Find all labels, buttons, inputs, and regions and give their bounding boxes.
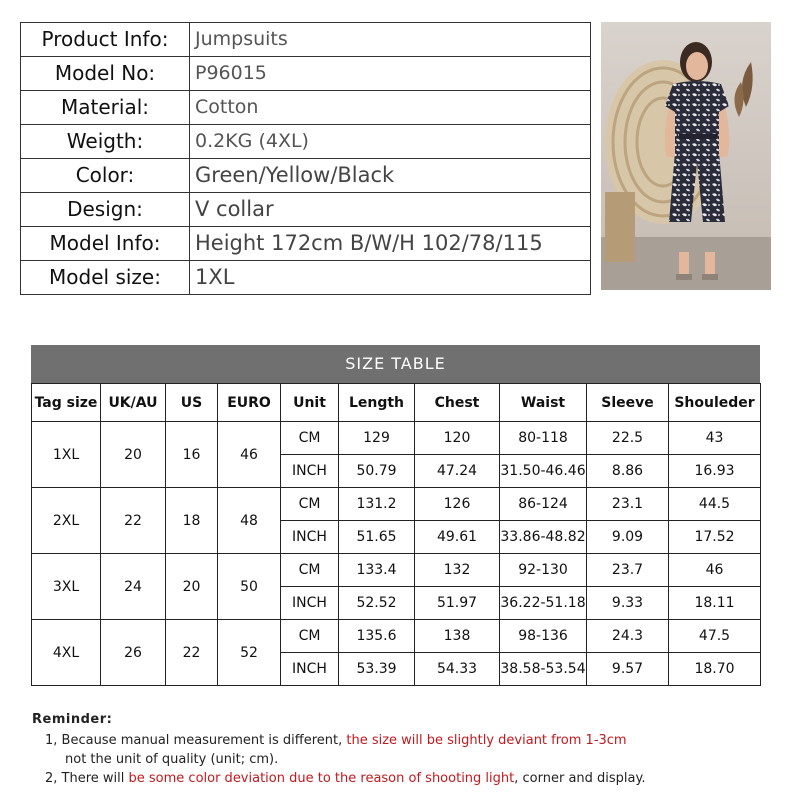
uk-au-cell: 20 (101, 422, 166, 488)
waist-cell: 92-130 (500, 554, 587, 587)
euro-cell: 46 (218, 422, 281, 488)
waist-cell: 36.22-51.18 (500, 587, 587, 620)
sleeve-cell: 8.86 (587, 455, 669, 488)
unit-cell: INCH (281, 455, 339, 488)
reminder-line-1-continued: not the unit of quality (unit; cm). (65, 752, 279, 767)
sleeve-cell: 24.3 (587, 620, 669, 653)
info-label: Product Info: (21, 23, 190, 57)
length-cell: 51.65 (339, 521, 415, 554)
info-value: Green/Yellow/Black (190, 159, 591, 193)
chest-cell: 132 (415, 554, 500, 587)
column-header: Sleeve (587, 384, 669, 422)
unit-cell: CM (281, 488, 339, 521)
reminder-line-1 (32, 731, 772, 750)
info-label: Color: (21, 159, 190, 193)
column-header: US (166, 384, 218, 422)
info-label: Material: (21, 91, 190, 125)
column-header: UK/AU (101, 384, 166, 422)
product-info-table (20, 22, 591, 295)
info-row (21, 159, 591, 193)
column-header: Length (339, 384, 415, 422)
uk-au-cell: 24 (101, 554, 166, 620)
shoulder-cell: 16.93 (669, 455, 761, 488)
info-row (21, 261, 591, 295)
us-cell: 16 (166, 422, 218, 488)
reminder-section (32, 710, 772, 788)
tag-size-cell: 4XL (32, 620, 101, 686)
chest-cell: 138 (415, 620, 500, 653)
size-table (31, 383, 761, 686)
info-value: P96015 (190, 57, 591, 91)
us-cell: 20 (166, 554, 218, 620)
sleeve-cell: 9.33 (587, 587, 669, 620)
unit-cell: CM (281, 554, 339, 587)
size-table-header-row (32, 384, 761, 422)
chest-cell: 49.61 (415, 521, 500, 554)
shoulder-cell: 43 (669, 422, 761, 455)
waist-cell: 98-136 (500, 620, 587, 653)
column-header: Chest (415, 384, 500, 422)
unit-cell: INCH (281, 521, 339, 554)
model-photo (601, 22, 771, 290)
info-value: V collar (190, 193, 591, 227)
waist-cell: 86-124 (500, 488, 587, 521)
info-row (21, 91, 591, 125)
shoulder-cell: 46 (669, 554, 761, 587)
us-cell: 22 (166, 620, 218, 686)
reminder-text: 1, Because manual measurement is different, (45, 733, 347, 748)
column-header: Tag size (32, 384, 101, 422)
table-row (32, 620, 761, 653)
info-row (21, 193, 591, 227)
uk-au-cell: 26 (101, 620, 166, 686)
length-cell: 50.79 (339, 455, 415, 488)
chest-cell: 51.97 (415, 587, 500, 620)
unit-cell: CM (281, 620, 339, 653)
info-label: Model Info: (21, 227, 190, 261)
info-value: Jumpsuits (190, 23, 591, 57)
info-row (21, 57, 591, 91)
info-label: Weigth: (21, 125, 190, 159)
column-header: Waist (500, 384, 587, 422)
sleeve-cell: 23.7 (587, 554, 669, 587)
size-table-title: SIZE TABLE (31, 345, 760, 383)
shoulder-cell: 47.5 (669, 620, 761, 653)
chest-cell: 126 (415, 488, 500, 521)
length-cell: 133.4 (339, 554, 415, 587)
size-table-section (31, 345, 760, 686)
chest-cell: 47.24 (415, 455, 500, 488)
waist-cell: 80-118 (500, 422, 587, 455)
reminder-text: , corner and display. (514, 771, 646, 786)
euro-cell: 52 (218, 620, 281, 686)
sleeve-cell: 9.09 (587, 521, 669, 554)
euro-cell: 48 (218, 488, 281, 554)
info-value: Height 172cm B/W/H 102/78/115 (190, 227, 591, 261)
length-cell: 129 (339, 422, 415, 455)
waist-cell: 31.50-46.46 (500, 455, 587, 488)
reminder-text: 2, There will (45, 771, 129, 786)
tag-size-cell: 1XL (32, 422, 101, 488)
chest-cell: 120 (415, 422, 500, 455)
uk-au-cell: 22 (101, 488, 166, 554)
shoulder-cell: 18.70 (669, 653, 761, 686)
info-label: Model size: (21, 261, 190, 295)
sleeve-cell: 9.57 (587, 653, 669, 686)
euro-cell: 50 (218, 554, 281, 620)
reminder-highlight: the size will be slightly deviant from 1-3cm (346, 733, 627, 748)
length-cell: 53.39 (339, 653, 415, 686)
sleeve-cell: 23.1 (587, 488, 669, 521)
column-header: Shouleder (669, 384, 761, 422)
sleeve-cell: 22.5 (587, 422, 669, 455)
info-row (21, 125, 591, 159)
unit-cell: INCH (281, 587, 339, 620)
table-row (32, 422, 761, 455)
info-value: 0.2KG (4XL) (190, 125, 591, 159)
shoulder-cell: 17.52 (669, 521, 761, 554)
info-row (21, 227, 591, 261)
column-header: EURO (218, 384, 281, 422)
length-cell: 135.6 (339, 620, 415, 653)
reminder-line-2 (32, 769, 772, 788)
chest-cell: 54.33 (415, 653, 500, 686)
info-value: 1XL (190, 261, 591, 295)
shoulder-cell: 18.11 (669, 587, 761, 620)
us-cell: 18 (166, 488, 218, 554)
shoulder-cell: 44.5 (669, 488, 761, 521)
waist-cell: 33.86-48.82 (500, 521, 587, 554)
info-value: Cotton (190, 91, 591, 125)
tag-size-cell: 2XL (32, 488, 101, 554)
waist-cell: 38.58-53.54 (500, 653, 587, 686)
table-row (32, 554, 761, 587)
info-label: Design: (21, 193, 190, 227)
info-row (21, 23, 591, 57)
length-cell: 52.52 (339, 587, 415, 620)
unit-cell: CM (281, 422, 339, 455)
info-label: Model No: (21, 57, 190, 91)
table-row (32, 488, 761, 521)
tag-size-cell: 3XL (32, 554, 101, 620)
reminder-highlight: be some color deviation due to the reason of shooting light (128, 771, 515, 786)
length-cell: 131.2 (339, 488, 415, 521)
column-header: Unit (281, 384, 339, 422)
unit-cell: INCH (281, 653, 339, 686)
reminder-title: Reminder: (32, 712, 113, 727)
